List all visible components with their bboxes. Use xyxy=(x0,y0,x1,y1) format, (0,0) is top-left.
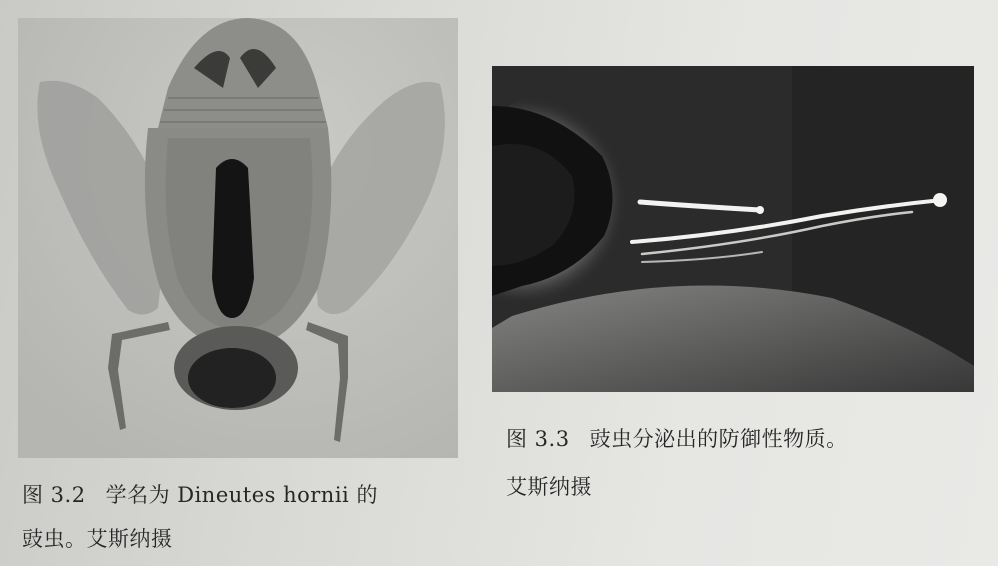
secretion-photo xyxy=(492,66,974,392)
figure-3-2-number: 图 3.2 xyxy=(22,483,86,507)
figure-3-2-caption-text: 学名为 Dineutes hornii 的 xyxy=(105,483,378,507)
figure-3-2-caption-line1 xyxy=(22,474,378,516)
figure-3-3-caption-text: 豉虫分泌出的防御性物质。 xyxy=(589,427,848,451)
figure-3-3-number: 图 3.3 xyxy=(506,427,570,451)
beetle-photo xyxy=(18,18,458,458)
figure-3-2-caption-line2: 豉虫。艾斯纳摄 xyxy=(22,527,173,551)
figure-3-3-caption-line1 xyxy=(506,418,848,460)
figure-3-3-caption-line2: 艾斯纳摄 xyxy=(506,475,592,499)
